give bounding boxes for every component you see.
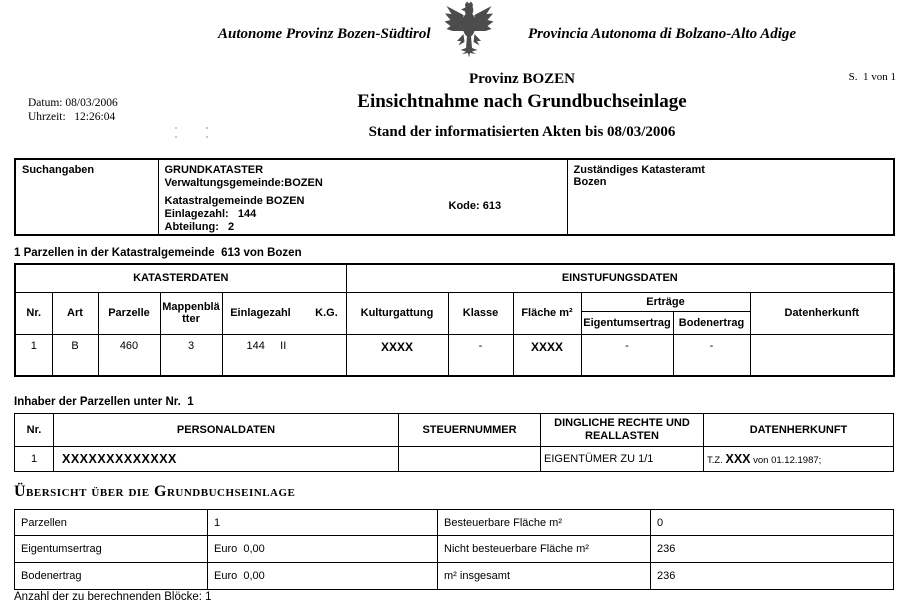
parcel-eigentumsertrag: - [581,334,673,376]
summary-label: Parzellen [15,510,208,536]
owners-col-datenherkunft: DATENHERKUNFT [704,414,894,447]
parcel-datenherkunft [750,334,894,376]
col-header-nr: Nr. [15,292,52,334]
date-line: Datum: 08/03/2006 [28,97,118,109]
summary-label: Nicht besteuerbare Fläche m² [438,536,651,563]
cadastre-office-cell [567,159,894,235]
summary-row [15,563,894,590]
search-label: Suchangaben [22,164,95,176]
parcel-mappenblaetter: 3 [160,334,222,376]
search-values-cell [158,159,567,235]
col-header-bodenertrag: Bodenertrag [673,311,750,334]
owner-row [15,447,894,472]
owner-personaldaten: XXXXXXXXXXXXX [54,447,399,472]
search-label-cell [15,159,158,235]
parcel-bodenertrag: - [673,334,750,376]
summary-label: m² insgesamt [438,563,651,590]
parcels-section-heading: 1 Parzellen in der Katastralgemeinde 613 von Bozen [14,247,302,259]
col-header-einlagezahl-kg: Einlagezahl K.G. [222,292,346,334]
title-block [142,70,902,141]
owner-nr: 1 [15,447,54,472]
col-header-art: Art [52,292,98,334]
page-number: S. 1 von 1 [848,71,896,83]
province-line: Provinz BOZEN [469,71,575,87]
group-header-katasterdaten: KATASTERDATEN [15,264,346,292]
col-header-parzelle: Parzelle [98,292,160,334]
blocks-count-line: Anzahl der zu berechnenden Blöcke: 1 [14,591,212,603]
owners-section-heading: Inhaber der Parzellen unter Nr. 1 [14,396,194,408]
office-label: Zuständiges Katasteramt [573,164,705,176]
parcel-parzelle: 460 [98,334,160,376]
owners-col-nr: Nr. [15,414,54,447]
col-header-ertraege: Erträge [581,292,750,311]
parcel-art: B [52,334,98,376]
register-line: GRUNDKATASTER [164,164,264,176]
summary-value: 0 [651,510,894,536]
abteilung-line: Abteilung: 2 [164,221,235,233]
owners-col-personaldaten: PERSONALDATEN [54,414,399,447]
scan-artifact-dot [206,136,208,138]
summary-label: Bodenertrag [15,563,208,590]
summary-row [15,510,894,536]
summary-value: Euro 0,00 [208,563,438,590]
parcel-einlagezahl-kg: 144 II [222,334,346,376]
parcels-table [14,263,895,377]
office-name: Bozen [573,176,607,188]
document-title: Einsichtnahme nach Grundbuchseinlage [357,91,687,112]
parcel-row [15,334,894,376]
kode-value: Kode: 613 [448,200,502,212]
cadastral-municipality-line: Katastralgemeinde BOZEN [164,195,305,207]
summary-label: Eigentumsertrag [15,536,208,563]
owners-col-steuernummer: STEUERNUMMER [399,414,541,447]
scan-artifact-dot [175,127,177,129]
col-header-eigentumsertrag: Eigentumsertrag [581,311,673,334]
summary-value: 236 [651,563,894,590]
einlagezahl-line: Einlagezahl: 144 [164,208,257,220]
owners-table [14,413,894,472]
time-line: Uhrzeit: 12:26:04 [28,111,116,123]
summary-label: Besteuerbare Fläche m² [438,510,651,536]
parcel-flaeche: XXXX [513,334,581,376]
tyrolean-eagle-icon [444,1,494,63]
scan-artifact-dot [175,136,177,138]
parcel-klasse: - [448,334,513,376]
summary-value: 1 [208,510,438,536]
summary-value: 236 [651,536,894,563]
owners-col-rechte: DINGLICHE RECHTE UND REALLASTEN [541,414,704,447]
datetime-block [28,96,118,124]
owner-datenherkunft [704,447,894,472]
summary-row [15,536,894,563]
scan-artifact-dot [206,127,208,129]
group-header-einstufungsdaten: EINSTUFUNGSDATEN [346,264,894,292]
herkunft-suffix: von 01.12.1987; [750,455,822,466]
letterhead-italian-title: Provincia Autonoma di Bolzano-Alto Adige [528,26,797,42]
herkunft-prefix: T.Z. [707,455,726,466]
search-values [165,164,567,234]
owner-steuernummer [399,447,541,472]
document-subtitle: Stand der informatisierten Akten bis 08/03/2006 [368,124,676,140]
parcel-kulturgattung: XXXX [346,334,448,376]
col-header-klasse: Klasse [448,292,513,334]
search-criteria-table [14,158,895,236]
herkunft-value: XXX [725,452,751,466]
col-header-flaeche: Fläche m² [513,292,581,334]
col-header-mappenblaetter: Mappenblätter [160,292,222,334]
summary-value: Euro 0,00 [208,536,438,563]
admin-municipality-line: Verwaltungsgemeinde:BOZEN [164,177,323,189]
summary-table [14,509,894,590]
col-header-kulturgattung: Kulturgattung [346,292,448,334]
parcel-nr: 1 [15,334,52,376]
summary-section-heading: Übersicht über die Grundbuchseinlage [14,483,296,500]
owner-rechte: EIGENTÜMER ZU 1/1 [541,447,704,472]
col-header-datenherkunft: Datenherkunft [750,292,894,334]
letterhead-german-title: Autonome Provinz Bozen-Südtirol [218,26,431,42]
